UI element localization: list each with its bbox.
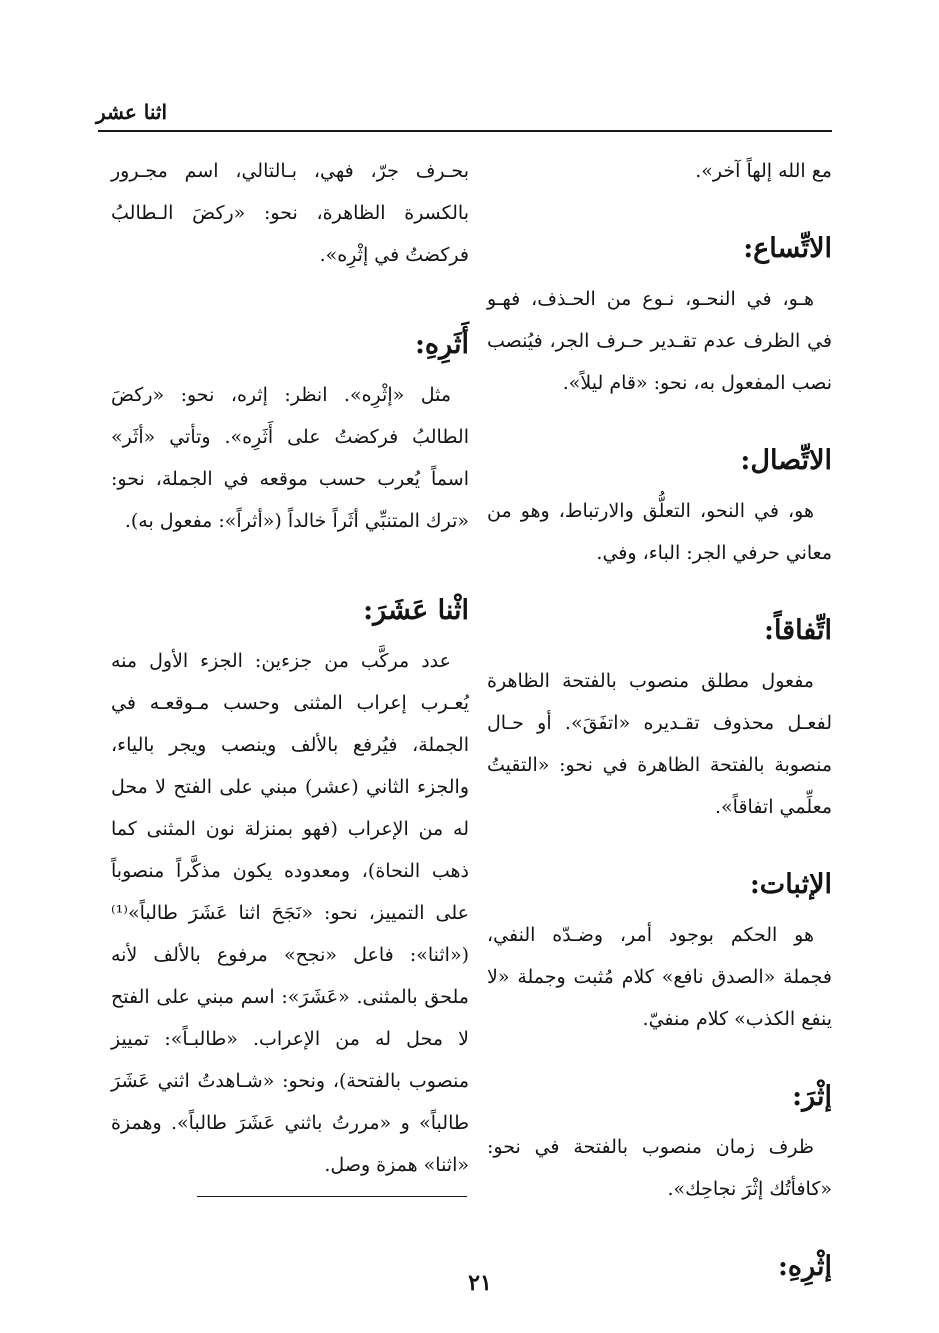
entry-headword: الاتِّساع: <box>743 233 832 264</box>
entry-definition: هو، في النحو، التعلُّق والارتباط، وهو من معاني حرفي الجر: الباء، وفي. <box>487 500 832 564</box>
entry-definition: هـو، في النحـو، نـوع من الحـذف، فهـو في الظرف عدم تقـدير حـرف الجر، فيُنصب نصب المفعول به، نحو: «قام ليلاً». <box>487 288 832 394</box>
entry-definition: مثل «إثْرِه». انظر: إثره، نحو: «ركضَ الطالبُ فركضتُ على أَثَرِه». وتأتي «أثَر» اسماً يُعرب حسب موقعه في الجملة، نحو: «ترك المتنبِّي أثَراً خالداً («أثراً»: مفعول به). <box>111 384 469 532</box>
entry-definition: بحـرف جرّ، فهي، بـالتالي، اسم مجـرور بالكسرة الظاهرة، نحو: «ركضَ الـطالبُ فركضتُ في إثْرِه». <box>111 160 469 266</box>
entry-headword: أَثَرِهِ: <box>414 329 469 360</box>
footnote-rule <box>197 1196 467 1197</box>
running-title: اثنا عشر <box>95 100 167 124</box>
entry-definition: مع الله إلهاً آخر». <box>695 160 832 182</box>
entry-headword: الإثبات: <box>749 869 832 900</box>
entry-headword: اتِّفاقاً: <box>763 615 832 646</box>
header-rule <box>98 130 832 132</box>
entry-definition: هو الحكم بوجود أمر، وضـدّه النفي، فجملة «الصدق نافع» كلام مُثبت وجملة «لا ينفع الكذب» كلام منفيّ. <box>487 924 832 1030</box>
page-number: ٢١ <box>468 1270 492 1296</box>
entry-definition: عدد مركَّب من جزءين: الجزء الأول منه يُعـرب إعراب المثنى وحسب مـوقعـه في الجملة، فيُرفع بالألف وينصب ويجر بالياء، والجزء الثاني (عشر) مبني على الفتح لا محل له من الإعراب (فهو بمنزلة نون المثنى كما ذهب النحاة)، ومعدوده يكون مذكَّراً منصوباً على التمييز، نحو: «نَجَحَ اثنا عَشَرَ طالباً»⁽¹⁾ («اثنا»: فاعل «نجح» مرفوع بالألف لأنه ملحق بالمثنى. «عَشَرَ»: اسم مبني على الفتح لا محل له من الإعراب. «طالبـاً»: تمييز منصوب بالفتحة)، ونحو: «شـاهدتُ اثني عَشَرَ طالباً» و «مررتُ باثني عَشَرَ طالباً». وهمزة «اثنا» همزة وصل. <box>111 650 469 1176</box>
entry-headword: اثْنا عَشَرَ: <box>363 595 469 626</box>
left-column <box>111 150 469 1186</box>
entry-headword: الاتِّصال: <box>740 445 832 476</box>
entry-headword: إثْرِهِ: <box>777 1251 832 1282</box>
entry-headword: إثْرَ: <box>792 1081 832 1112</box>
right-column <box>487 150 832 1290</box>
entry-definition: ظرف زمان منصوب بالفتحة في نحو: «كافأتُك إثْرَ نجاحِك». <box>487 1136 832 1200</box>
entry-definition: مفعول مطلق منصوب بالفتحة الظاهرة لفعـل محذوف تقـديره «اتفَقَ». أو حـال منصوبة بالفتحة الظاهرة في نحو: «التقيتُ معلِّمي اتفاقاً». <box>487 670 832 818</box>
